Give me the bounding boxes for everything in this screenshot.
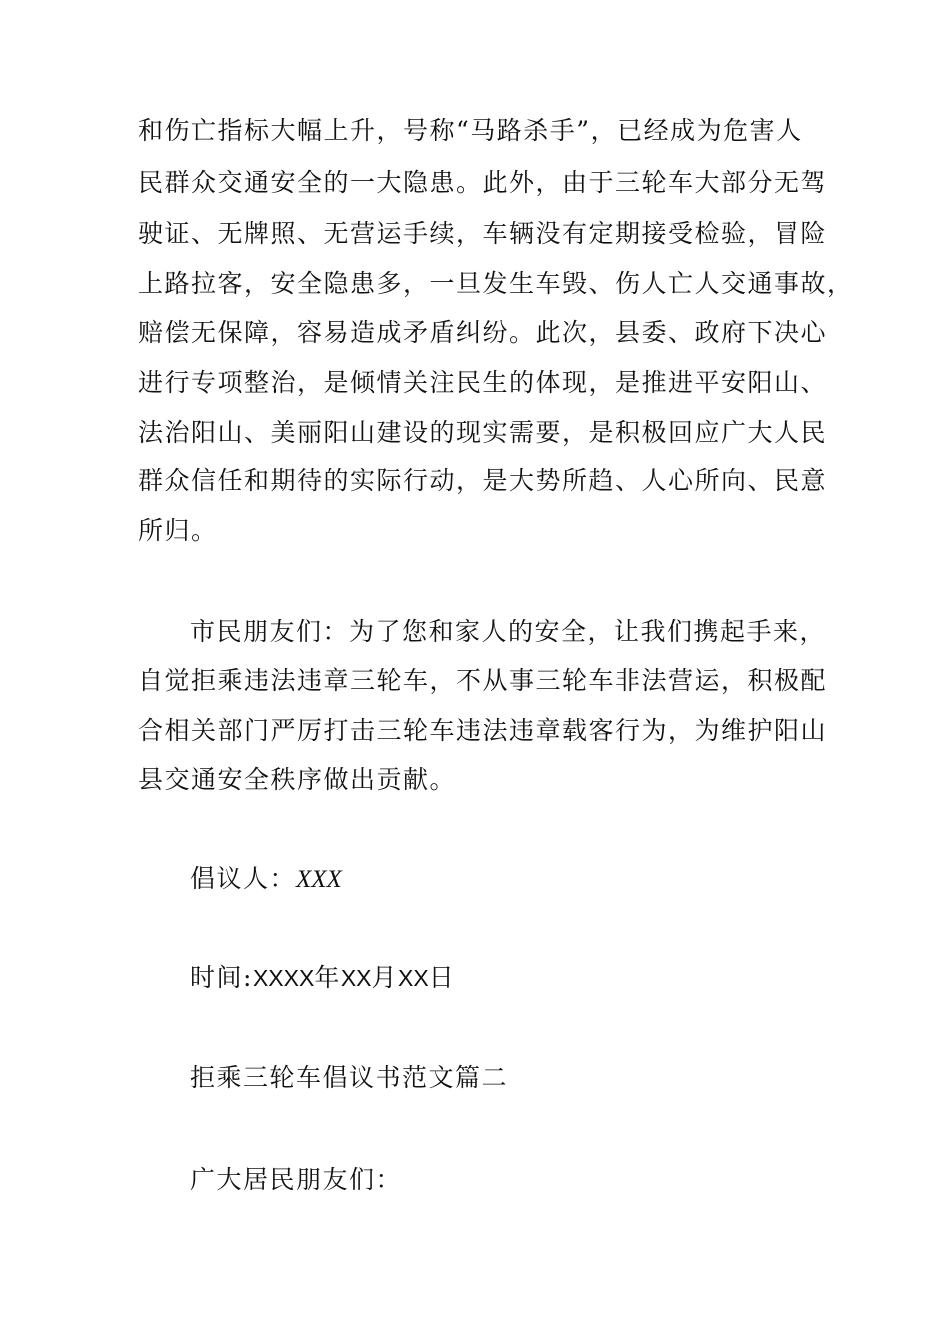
paragraph-line: 民群众交通安全的一大隐患。此外，由于三轮车大部分无驾 [138,168,828,197]
paragraph-line: 自觉拒乘违法违章三轮车，不从事三轮车非法营运，积极配 [138,666,828,695]
paragraph-line: 市民朋友们：为了您和家人的安全，让我们携起手来， [190,617,827,646]
paragraph-line: 县交通安全秩序做出贡献。 [138,765,457,794]
paragraph-line: 群众信任和期待的实际行动，是大势所趋、人心所向、民意 [138,466,828,495]
year-unit: 年 [314,963,341,992]
paragraph-line: 合相关部门严厉打击三轮车违法违章载客行为，为维护阳山 [138,716,828,745]
time-label: 时间: [190,963,253,992]
salutation: 广大居民朋友们： [190,1165,403,1194]
paragraph-line: 和伤亡指标大幅上升，号称“马路杀手”，已经成为危害人 [138,116,803,145]
paragraph-line: 驶证、无牌照、无营运手续，车辆没有定期接受检验，冒险 [138,219,828,248]
section-title: 拒乘三轮车倡议书范文篇二 [190,1063,509,1092]
date-line [190,963,455,993]
paragraph-line: 法治阳山、美丽阳山建设的现实需要，是积极回应广大人民 [138,418,828,447]
proposer-label: 倡议人： [190,864,297,893]
year-value: XXXX [252,965,315,991]
month-value: XX [340,965,372,991]
month-unit: 月 [371,963,399,992]
day-value: XX [398,965,429,991]
paragraph-line: 所归。 [138,516,218,545]
proposer-value: XXX [296,866,342,893]
proposer-line [190,864,342,895]
day-unit: 日 [428,963,456,992]
paragraph-line: 赔偿无保障，容易造成矛盾纠纷。此次，县委、政府下决心 [138,318,828,347]
paragraph-line: 进行专项整治，是倾情关注民生的体现，是推进平安阳山、 [138,368,828,397]
paragraph-line: 上路拉客，安全隐患多，一旦发生车毁、伤人亡人交通事故， [138,269,854,298]
